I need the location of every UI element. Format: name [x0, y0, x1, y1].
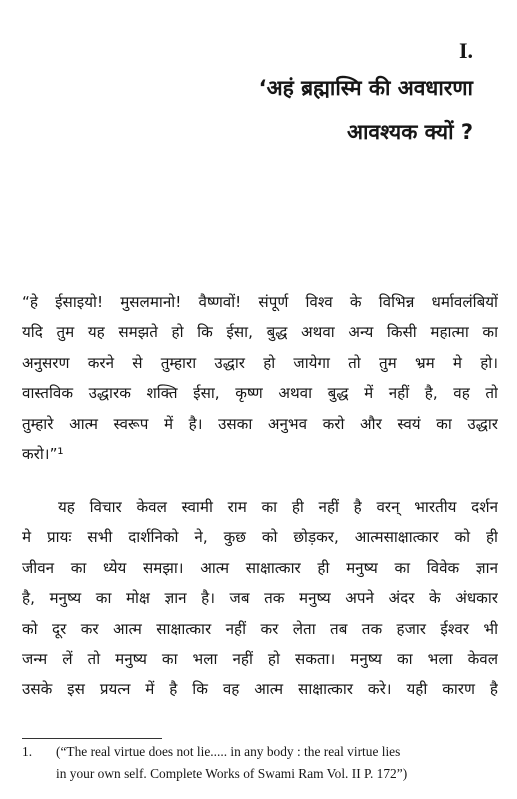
- text-line: उसके इस प्रयत्न में है कि वह आत्म साक्षात्कार करे। यही कारण है: [22, 680, 498, 699]
- text-line: तुम्हारे आत्म स्वरूप में है। उसका अनुभव करो और स्वयं का उद्धार: [22, 414, 498, 433]
- text-line: को दूर कर आत्म साक्षात्कार नहीं कर लेता तब तक हजार ईश्वर भी: [22, 619, 498, 638]
- text-line: यदि तुम यह समझते हो कि ईसा, बुद्ध अथवा अन्य किसी महात्मा का: [22, 323, 498, 342]
- text-line: यह विचार केवल स्वामी राम का ही नहीं है वरन् भारतीय दर्शन: [58, 498, 498, 516]
- text-line: जीवन का ध्येय समझा। आत्म साक्षात्कार ही मनुष्य का विवेक ज्ञान: [22, 558, 498, 577]
- footnote-line-2: in your own self. Complete Works of Swami Ram Vol. II P. 172”): [56, 766, 408, 781]
- text-line: “हे ईसाइयो! मुसलमानो! वैष्णवों! संपूर्ण विश्व के विभिन्न धर्मावलंबियों: [22, 293, 498, 311]
- text-line: है, मनुष्य का मोक्ष ज्ञान है। जब तक मनुष्य अपने अंदर के अंधकार: [22, 589, 498, 608]
- quote-paragraph: [22, 287, 498, 469]
- text-line: मे प्रायः सभी दार्शनिको ने, कुछ को छोड़कर, आत्मसाक्षात्कार को ही: [22, 528, 498, 547]
- footnote-number: 1.: [22, 744, 33, 759]
- text-line: करो।”¹: [22, 444, 64, 463]
- text-line: अनुसरण करने से तुम्हारा उद्धार हो जायेगा तो तुम भ्रम मे हो।: [22, 353, 498, 372]
- text-line: जन्म लें तो मनुष्य का भला नहीं हो सकता। मनुष्य का भला केवल: [22, 649, 498, 668]
- chapter-title-line-1: ‘अहं ब्रह्मास्मि की अवधारणा: [258, 76, 473, 100]
- chapter-title-line-2: आवश्यक क्यों ?: [346, 120, 473, 144]
- text-line: वास्तविक उद्धारक शक्ति ईसा, कृष्ण अथवा बुद्ध में नहीं है, वह तो: [22, 384, 498, 403]
- body-paragraph: [22, 492, 498, 705]
- footnote: [22, 741, 498, 785]
- footnote-divider: [22, 738, 162, 739]
- footnote-text: (“The real virtue does not lie..... in any body : the real virtue lies: [56, 744, 401, 759]
- footnote-line-1: [22, 741, 498, 763]
- chapter-number: I.: [458, 38, 473, 63]
